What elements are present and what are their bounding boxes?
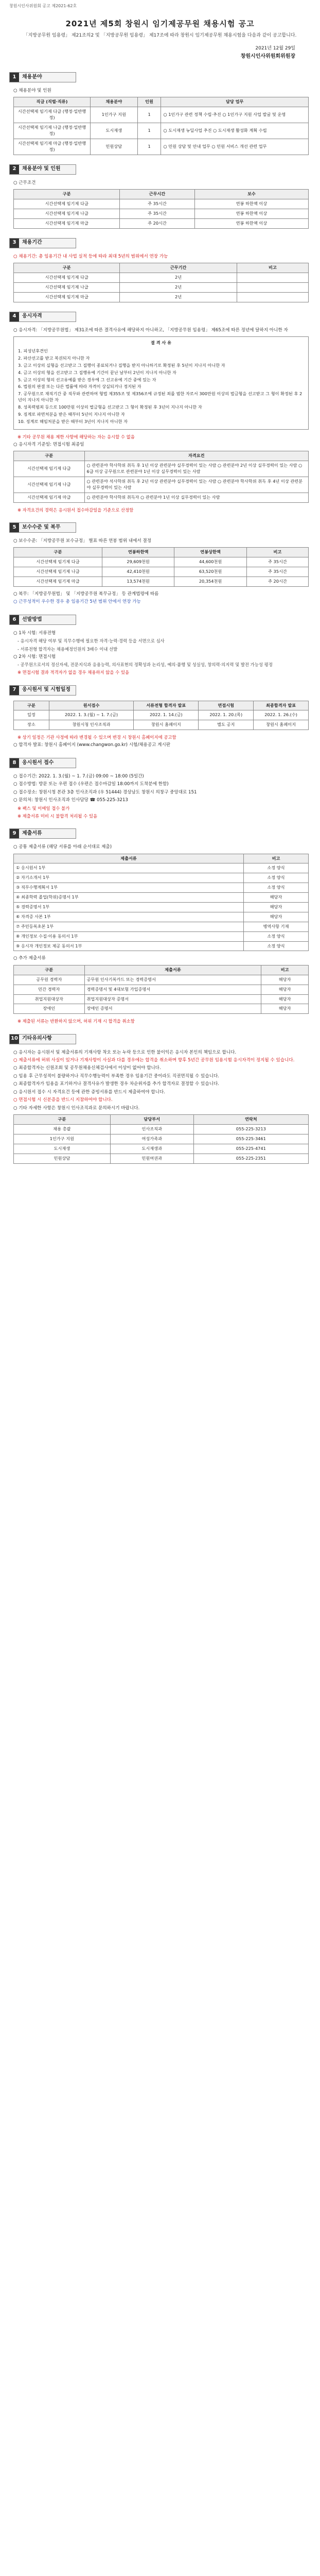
- list-item: 9. 징계로 파면처분을 받은 때부터 5년이 지나지 아니한 자: [18, 412, 125, 417]
- table-cell: 일정: [14, 710, 49, 720]
- section-selection-method: [9, 615, 311, 676]
- paragraph: ○ 채용기간: 총 임용기간 내 사업 실적 등에 따라 최대 5년의 범위에서 연장 가능: [13, 253, 168, 259]
- table-row: [14, 902, 309, 912]
- table-cell: 주 35시간: [120, 209, 194, 218]
- table-cell: 2년: [120, 273, 237, 282]
- paragraph: ○ 추가 제출서류: [13, 956, 46, 961]
- table-cell: 2022. 1. 3.(월) ~ 1. 7.(금): [49, 710, 134, 720]
- table-cell: 055-225-3213: [193, 1125, 308, 1134]
- table-cell: 소정 양식: [243, 941, 308, 951]
- table-header: 구분: [14, 701, 49, 710]
- paragraph: ○ 복무: 「지방공무원법」 및 「지방공무원 복무규정」 등 관계법령에 따름: [13, 591, 159, 597]
- table-cell: 장애인: [14, 1004, 85, 1014]
- table-row: [14, 292, 309, 302]
- section-label: 채용분야 및 인원: [19, 165, 76, 174]
- section-header: [9, 164, 76, 175]
- table-cell: 해당자: [261, 994, 309, 1004]
- paragraph: ○ 합격자 발표: 창원시 홈페이지 (www.changwon.go.kr) 시험/채용공고 게시판: [13, 742, 171, 748]
- section-label: 채용분야: [19, 73, 76, 82]
- table-cell: ⑦ 주민등록초본 1부: [14, 922, 244, 931]
- section-application: [9, 758, 311, 819]
- table-header: 구분: [14, 548, 102, 557]
- table-row: [14, 720, 309, 730]
- table-header: 원서접수: [49, 701, 134, 710]
- list-item: ○ 문의처: 창원시 인사조직과 인사담당 ☎ 055-225-3213: [13, 798, 128, 803]
- list-item: 5. 금고 이상의 형의 선고유예를 받은 경우에 그 선고유예 기간 중에 있는 자: [18, 377, 156, 382]
- table-header: 구분: [14, 965, 85, 975]
- section-number: 4: [10, 312, 19, 321]
- announcement-date: 2021년 12월 29일: [255, 46, 295, 52]
- section-header: [9, 312, 76, 322]
- table-cell: 해당자: [261, 1004, 309, 1014]
- list-item: ○ 2차 시험: 면접시험: [13, 654, 56, 659]
- table-cell: 시간선택제 임기제 다급: [14, 461, 85, 477]
- table-row: [14, 985, 309, 994]
- table-header: 구분: [14, 263, 120, 273]
- list-item: ○ 최종합격자는 신원조회 및 공무원채용신체검사에서 이상이 없어야 합니다.: [13, 1065, 161, 1071]
- list-item: ○ 면접시험 시 신분증을 반드시 지참하여야 합니다.: [13, 1097, 113, 1103]
- table-cell: 채용 총괄: [14, 1125, 111, 1134]
- page-subtitle: 「지방공무원 임용령」 제21조의2 및 「지방공무원 임용령」 제17조에 따라 창원시 임기제공무원 채용시험을 다음과 같이 공고합니다.: [23, 33, 297, 39]
- table-cell: 도시재생과: [110, 1144, 193, 1154]
- table-header: 비고: [243, 854, 308, 863]
- table-row: [14, 477, 309, 493]
- paragraph: ○ 응시자격: 「지방공무원법」 제31조에 따른 결격사유에 해당하지 아니하고, 「지방공무원 임용령」 제65조에 따른 정년에 달하지 아니한 자: [13, 327, 288, 333]
- period-table: [13, 263, 309, 302]
- table-cell: 시간선택제 임기제 마급: [14, 292, 120, 302]
- table-cell: 055-225-2351: [193, 1154, 308, 1163]
- table-header: 연봉하한액: [102, 548, 174, 557]
- section-number: 7: [10, 686, 19, 695]
- section-number: 1: [10, 73, 19, 82]
- table-cell: [237, 273, 308, 282]
- section-label: 선발방법: [19, 615, 76, 624]
- table-cell: 1인가구 지원: [14, 1134, 111, 1144]
- table-header: 자격요건: [84, 451, 308, 461]
- table-cell: 취업지원대상자: [14, 994, 85, 1004]
- table-header: 담당부서: [110, 1115, 193, 1125]
- table-header: 제출서류: [14, 854, 244, 863]
- list-item: ○ 접수장소: 창원시청 본관 3층 인사조직과 (우 51444) 경상남도 창원시 의창구 중앙대로 151: [13, 789, 197, 795]
- list-item: - 공무원으로서의 정신자세, 전문지식과 응용능력, 의사표현의 정확성과 논리성, 예의·품행 및 성실성, 창의력·의지력 및 발전 가능성 평정: [17, 662, 273, 668]
- table-row: [14, 883, 309, 893]
- table-cell: 창원시청 인사조직과: [49, 720, 134, 730]
- section-number: 3: [10, 239, 19, 248]
- table-cell: 주 20시간: [120, 218, 194, 228]
- table-header: 연락처: [193, 1115, 308, 1125]
- section-employment-period: [9, 238, 311, 302]
- table-cell: 해당자: [243, 893, 308, 903]
- table-cell: 해당자: [243, 902, 308, 912]
- table-row: [14, 912, 309, 922]
- table-cell: 창원시 홈페이지: [134, 720, 199, 730]
- table-cell: 민원상담: [14, 1154, 111, 1163]
- table-row: [14, 557, 309, 567]
- list-item: - 응시자격 해당 여부 및 직무수행에 필요한 자격·능력·경력 등을 서면으로 심사: [17, 638, 165, 644]
- section-label: 응시자격: [19, 312, 76, 321]
- section-number: 2: [10, 165, 19, 174]
- announcement-page: [9, 3, 311, 1189]
- table-row: [14, 1154, 309, 1163]
- list-item: 3. 금고 이상의 실형을 선고받고 그 집행이 종료되거나 집행을 받지 아니하기로 확정된 후 5년이 지나지 아니한 자: [18, 362, 225, 368]
- table-cell: 민원상담: [90, 139, 137, 155]
- table-cell: 연봉 하한액 이상: [194, 218, 308, 228]
- section-notes: [9, 1034, 311, 1164]
- table-cell: 시간선택제 임기제 나급: [14, 567, 102, 577]
- table-row: [14, 199, 309, 209]
- table-row: [14, 139, 309, 155]
- table-cell: 민간 경력자: [14, 985, 85, 994]
- table-row: [14, 975, 309, 985]
- table-cell: 공무원 경력자: [14, 975, 85, 985]
- table-row: [14, 994, 309, 1004]
- section-label: 응시원서 접수: [19, 758, 76, 768]
- table-row: [14, 1134, 309, 1144]
- list-item: 1. 피성년후견인: [18, 348, 48, 353]
- contact-table: [13, 1114, 309, 1163]
- announcement-number: 창원시인사위원회 공고 제2021-62호: [9, 4, 77, 8]
- table-header: 구분: [14, 190, 120, 199]
- table-cell: 장소: [14, 720, 49, 730]
- list-item: ○ 접수기간: 2022. 1. 3.(월) ~ 1. 7.(금) 09:00 ~ 18:00 (5일간): [13, 773, 144, 779]
- documents-table: [13, 854, 309, 952]
- paragraph: ○ 채용분야 및 인원: [13, 88, 51, 93]
- table-cell: 여성가족과: [110, 1134, 193, 1144]
- table-cell: [237, 282, 308, 292]
- list-item: ※ 제출서류 미비 시 불합격 처리될 수 있음: [17, 813, 98, 819]
- qualification-table: [13, 451, 309, 502]
- list-item: ○ 기타 자세한 사항은 창원시 인사조직과로 문의하시기 바랍니다.: [13, 1105, 140, 1111]
- table-cell: 1인가구 지원: [90, 107, 137, 123]
- table-cell: 29,609천원: [102, 557, 174, 567]
- table-row: [14, 577, 309, 587]
- table-row: [14, 282, 309, 292]
- table-header: 최종합격자 발표: [254, 701, 309, 710]
- table-cell: 주 35시간: [246, 567, 308, 577]
- section-header: [9, 72, 76, 82]
- table-cell: 장애인 증명서: [84, 1004, 261, 1014]
- table-cell: 인사조직과: [110, 1125, 193, 1134]
- table-row: [14, 893, 309, 903]
- note: ※ 제출된 서류는 반환하지 않으며, 허위 기재 시 합격을 취소함: [17, 1019, 135, 1024]
- table-header: 채용분야: [90, 97, 137, 107]
- section-label: 응시원서 및 시험일정: [19, 686, 76, 695]
- table-cell: 시간선택제 임기제 나급 (행정·일반행정): [14, 123, 91, 139]
- table-cell: 시간선택제 임기제 나급: [14, 209, 120, 218]
- list-item: ※ 팩스 및 이메일 접수 불가: [17, 805, 70, 811]
- section-number: 9: [10, 829, 19, 838]
- paragraph: ○ 근무성적이 우수한 경우 총 임용기간 5년 범위 안에서 연장 가능: [13, 599, 141, 605]
- table-cell: 시간선택제 임기제 마급 (행정·일반행정): [14, 139, 91, 155]
- table-cell: ○ 민원 상담 및 안내 업무 ○ 민원 서비스 개선 관련 업무: [161, 139, 309, 155]
- table-cell: ○ 도시재생 뉴딜사업 추진 ○ 도시재생 활성화 계획 수립: [161, 123, 309, 139]
- table-row: [14, 123, 309, 139]
- table-header: 직급 (직렬·직류): [14, 97, 91, 107]
- table-row: [14, 1125, 309, 1134]
- table-cell: 2년: [120, 282, 237, 292]
- table-header: 비고: [246, 548, 308, 557]
- table-cell: ② 자기소개서 1부: [14, 873, 244, 883]
- recruitment-table: [13, 97, 309, 155]
- disqualification-box: [13, 336, 309, 430]
- paragraph: ○ 근무조건: [13, 180, 36, 185]
- table-header: 면접시험: [199, 701, 254, 710]
- table-row: [14, 107, 309, 123]
- table-cell: 소정 양식: [243, 883, 308, 893]
- table-cell: 민원여권과: [110, 1154, 193, 1163]
- list-item: ○ 1차 시험: 서류전형: [13, 630, 56, 636]
- table-cell: 소정 양식: [243, 873, 308, 883]
- table-row: [14, 273, 309, 282]
- section-number: 8: [10, 758, 19, 768]
- list-item: 4. 금고 이상의 형을 선고받고 그 집행유예 기간이 끝난 날부터 2년이 지나지 아니한 자: [18, 369, 176, 375]
- table-cell: 63,520천원: [174, 567, 246, 577]
- note: ※ 상기 일정은 기관 사정에 따라 변경될 수 있으며 변경 시 창원시 홈페이지에 공고함: [17, 735, 176, 740]
- table-cell: 시간선택제 임기제 다급 (행정·일반행정): [14, 107, 91, 123]
- table-row: [14, 863, 309, 873]
- list-item: ○ 최종합격자가 임용을 포기하거나 결격사유가 발생한 경우 차순위자를 추가 합격자로 결정할 수 있습니다.: [13, 1081, 219, 1087]
- section-header: [9, 1034, 76, 1044]
- table-cell: 공무원 인사기록카드 또는 경력증명서: [84, 975, 261, 985]
- table-row: [14, 1004, 309, 1014]
- table-cell: 병역사항 기재: [243, 922, 308, 931]
- section-label: 채용기간: [19, 239, 76, 248]
- list-item: 8. 성폭력범죄 등으로 100만원 이상의 벌금형을 선고받고 그 형이 확정된 후 3년이 지나지 아니한 자: [18, 404, 202, 410]
- list-item: ○ 제출서류에 허위 사실이 있거나 기재사항이 사실과 다를 경우에는 합격을 취소하며 향후 5년간 공무원 임용시험 응시자격이 정지될 수 있습니다.: [13, 1057, 295, 1063]
- list-item: 7. 공무원으로 재직기간 중 직무와 관련하여 형법 제355조 및 제356조에 규정된 죄를 범한 자로서 300만원 이상의 벌금형을 선고받고 그 형이 확정된 후 2년이 지나지 아니한 자: [18, 391, 303, 403]
- section-number: 10: [10, 1035, 19, 1044]
- table-cell: 별도 공지: [199, 720, 254, 730]
- table-cell: 055-225-3461: [193, 1134, 308, 1144]
- page-title: 2021년 제5회 창원시 임기제공무원 채용시험 공고: [65, 19, 255, 28]
- table-cell: 창원시 홈페이지: [254, 720, 309, 730]
- table-header: 연봉상한액: [174, 548, 246, 557]
- list-item: ※ 면접시험 결과 적격자가 없을 경우 채용하지 않을 수 있음: [17, 670, 130, 675]
- table-header: 보수: [194, 190, 308, 199]
- list-item: 6. 법원의 판결 또는 다른 법률에 따라 자격이 상실되거나 정지된 자: [18, 384, 141, 389]
- table-header: 비고: [261, 965, 309, 975]
- table-cell: ③ 직무수행계획서 1부: [14, 883, 244, 893]
- schedule-table: [13, 701, 309, 731]
- section-salary: [9, 522, 311, 605]
- list-item: ○ 접수방법: 방문 또는 우편 접수 (우편은 접수마감일 18:00까지 도착분에 한함): [13, 782, 169, 787]
- table-header: 근무시간: [120, 190, 194, 199]
- table-header: 근무기간: [120, 263, 237, 273]
- table-cell: [237, 292, 308, 302]
- table-row: [14, 873, 309, 883]
- table-cell: 1: [137, 123, 161, 139]
- section-header: [9, 615, 76, 625]
- table-cell: ① 응시원서 1부: [14, 863, 244, 873]
- section-header: [9, 685, 76, 696]
- list-item: 10. 징계로 해임처분을 받은 때부터 3년이 지나지 아니한 자: [18, 418, 128, 424]
- section-label: 기타유의사항: [19, 1035, 76, 1044]
- conditions-table: [13, 189, 309, 229]
- table-cell: 시간선택제 임기제 나급: [14, 477, 85, 493]
- table-cell: 20,354천원: [174, 577, 246, 587]
- table-cell: 2년: [120, 292, 237, 302]
- section-header: [9, 758, 76, 768]
- table-cell: 1: [137, 107, 161, 123]
- table-cell: ○ 관련분야 학사학위 취득 후 1년 이상 관련분야 실무경력이 있는 사람 ○ 관련분야 2년 이상 실무경력이 있는 사람 ○ 6급 이상 공무원으로 관련분야 1년 이상 실무경력이 있는 사람: [84, 461, 308, 477]
- section-label: 보수수준 및 복무: [19, 523, 76, 532]
- table-cell: 시간선택제 임기제 마급: [14, 577, 102, 587]
- table-cell: 2022. 1. 14.(금): [134, 710, 199, 720]
- section-header: [9, 238, 76, 248]
- table-row: [14, 931, 309, 941]
- table-cell: ○ 관련분야 학사학위 취득자 ○ 관련분야 1년 이상 실무경력이 있는 사람: [84, 493, 308, 502]
- table-header: 담당 업무: [161, 97, 309, 107]
- table-cell: ④ 최종학력 졸업(학위)증명서 1부: [14, 893, 244, 903]
- table-cell: 주 35시간: [246, 557, 308, 567]
- section-header: [9, 828, 76, 839]
- table-cell: ○ 관련분야 석사학위 취득 후 2년 이상 관련분야 실무경력이 있는 사람 ○ 관련분야 학사학위 취득 후 4년 이상 관련분야 실무경력이 있는 사람: [84, 477, 308, 493]
- section-schedule: [9, 685, 311, 749]
- table-cell: 13,574천원: [102, 577, 174, 587]
- table-cell: 해당자: [261, 985, 309, 994]
- table-cell: 취업지원대상자 증명서: [84, 994, 261, 1004]
- table-cell: 연봉 하한액 이상: [194, 199, 308, 209]
- table-cell: ⑤ 경력증명서 1부: [14, 902, 244, 912]
- table-cell: 시간선택제 임기제 다급: [14, 273, 120, 282]
- list-item: 2. 파산선고를 받고 복권되지 아니한 자: [18, 355, 90, 361]
- section-documents: [9, 828, 311, 1024]
- table-cell: 055-225-4741: [193, 1144, 308, 1154]
- table-cell: 2022. 1. 26.(수): [254, 710, 309, 720]
- section-recruitment-field: [9, 72, 311, 155]
- table-cell: 소정 양식: [243, 863, 308, 873]
- table-cell: 연봉 하한액 이상: [194, 209, 308, 218]
- table-cell: 주 35시간: [120, 199, 194, 209]
- paragraph: ○ 보수수준: 「지방공무원 보수규정」 별표 따른 연봉 범위 내에서 결정: [13, 538, 152, 544]
- table-header: 구분: [14, 451, 85, 461]
- salary-table: [13, 547, 309, 587]
- table-header: 비고: [237, 263, 308, 273]
- table-row: [14, 710, 309, 720]
- note: ※ 기타 공무원 채용 제한 사항에 해당하는 자는 응시할 수 없음: [17, 434, 135, 439]
- section-label: 제출서류: [19, 829, 76, 838]
- table-row: [14, 941, 309, 951]
- table-header: 서류전형 합격자 발표: [134, 701, 199, 710]
- table-row: [14, 209, 309, 218]
- table-cell: ⑥ 자격증 사본 1부: [14, 912, 244, 922]
- box-title: 결 격 사 유: [150, 340, 172, 346]
- list-item: ○ 임용 후 근무성적이 불량하거나 직무수행능력이 부족한 경우 임용기간 중이라도 직권면직될 수 있습니다.: [13, 1073, 219, 1079]
- table-cell: 도시재생: [90, 123, 137, 139]
- table-cell: ⑧ 개인정보 수집·이용 동의서 1부: [14, 931, 244, 941]
- table-cell: 경력증명서 및 4대보험 가입증명서: [84, 985, 261, 994]
- table-cell: 42,410천원: [102, 567, 174, 577]
- table-row: [14, 461, 309, 477]
- list-item: ○ 응시자는 응시원서 및 제출서류의 기재사항 착오 또는 누락 등으로 인한 불이익은 응시자 본인의 책임으로 합니다.: [13, 1049, 237, 1055]
- table-cell: 44,600천원: [174, 557, 246, 567]
- table-cell: 소정 양식: [243, 931, 308, 941]
- section-working-conditions: [9, 164, 311, 229]
- table-row: [14, 922, 309, 931]
- table-cell: 시간선택제 임기제 마급: [14, 493, 85, 502]
- table-cell: 1: [137, 139, 161, 155]
- section-eligibility: [9, 312, 311, 513]
- section-number: 5: [10, 523, 19, 532]
- table-cell: 시간선택제 임기제 다급: [14, 199, 120, 209]
- paragraph: ○ 응시자격 기준일: 면접시험 최종일: [13, 442, 84, 447]
- paragraph: ○ 공통 제출서류 (해당 서류를 아래 순서대로 제출): [13, 844, 112, 850]
- table-cell: ○ 1인가구 관련 정책 수립·추진 ○ 1인가구 지원 사업 발굴 및 운영: [161, 107, 309, 123]
- table-cell: 시간선택제 임기제 나급: [14, 282, 120, 292]
- table-cell: 주 20시간: [246, 577, 308, 587]
- table-cell: 시간선택제 임기제 다급: [14, 557, 102, 567]
- table-cell: ⑨ 응시자 개인정보 제공 동의서 1부: [14, 941, 244, 951]
- list-item: - 서류전형 합격자는 채용예정인원의 3배수 이내 선발: [17, 646, 118, 652]
- table-row: [14, 1144, 309, 1154]
- additional-documents-table: [13, 965, 309, 1014]
- table-cell: 해당자: [243, 912, 308, 922]
- announcement-org: 창원시인사위원회위원장: [240, 54, 295, 60]
- table-row: [14, 218, 309, 228]
- section-number: 6: [10, 615, 19, 624]
- table-header: 인원: [137, 97, 161, 107]
- table-header: 구분: [14, 1115, 111, 1125]
- section-header: [9, 522, 76, 533]
- table-cell: 2022. 1. 20.(목): [199, 710, 254, 720]
- table-row: [14, 567, 309, 577]
- list-item: ○ 응시원서 접수 시 자격요건 등에 관한 증빙서류를 반드시 제출하여야 합니다.: [13, 1089, 165, 1095]
- table-row: [14, 493, 309, 502]
- table-header: 제출서류: [84, 965, 261, 975]
- table-cell: 도시재생: [14, 1144, 111, 1154]
- table-cell: 시간선택제 임기제 마급: [14, 218, 120, 228]
- table-cell: 해당자: [261, 975, 309, 985]
- note: ※ 자격요건의 경력은 응시원서 접수마감일을 기준으로 산정함: [17, 507, 134, 513]
